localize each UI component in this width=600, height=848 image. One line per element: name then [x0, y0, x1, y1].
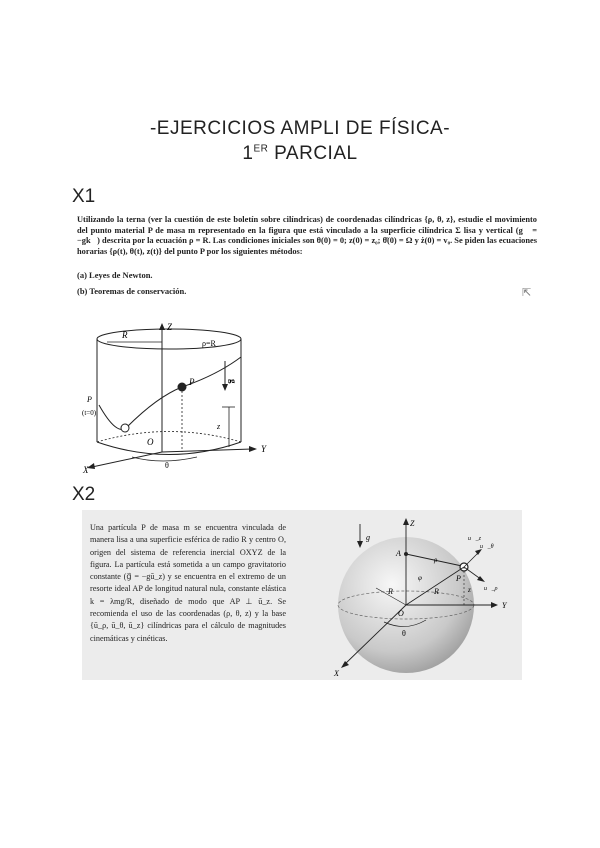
fig1-g-label: g	[228, 379, 238, 384]
exercise-2-statement: Una partícula P de masa m se encuentra vinculada de manera lisa a una superficie esférica de radio R y centro O, origen del sistema de referencia inercial OXYZ de la figura. La partícula está sometida a un campo gravitatorio constante (g⃗ = −gū_z) y se encuentra en el extremo de un resorte ideal AP de longitud natural nula, constante elástica k = λmg/R, diseñado de modo que AP ⊥ ū_z. Se recomienda el uso de las coordenadas (ρ, θ, z) y la base {ū_ρ, ū_θ, ū_z} cilíndricas para el cálculo de magnitudes cinemáticas y cinéticas.	[90, 523, 286, 643]
subtitle-rest: PARCIAL	[268, 143, 358, 164]
fig1-x-label: X	[83, 465, 89, 475]
exercise-2-heading: X2	[72, 484, 96, 505]
fig2-a-label: A	[396, 549, 401, 558]
document-subtitle	[0, 143, 600, 165]
fig2-urho-label: u⃗_ρ	[484, 586, 498, 592]
fig2-x-label: X	[334, 669, 339, 678]
exercise-2-figure	[294, 510, 522, 680]
fig1-y-label: Y	[261, 444, 267, 454]
fig2-rho-label: ρ	[434, 556, 438, 564]
fig1-rho-label: ρ=R	[202, 339, 216, 348]
fig1-p0-label: P	[87, 395, 92, 404]
item-b: (b) Teoremas de conservación.	[77, 286, 187, 296]
fig2-zc-label: z	[468, 586, 471, 594]
fig1-theta-label: θ	[165, 461, 169, 470]
fig2-theta-label: θ	[402, 629, 406, 638]
fig2-z-label: Z	[410, 519, 415, 528]
fig2-p-label: P	[456, 574, 461, 583]
fig1-r-label: R	[122, 330, 128, 340]
fig1-z-label: Z	[167, 322, 173, 332]
exercise-1-text: Utilizando la terna (ver la cuestión de este boletín sobre cilíndricas) de coordenadas cilíndricas {ρ, θ, z}, estudie el movimiento del punto material P de masa m representado en la figura que está vinculado a la superficie cilíndrica Σ lisa y vertical (g⃗ = −gk⃗) descrita por la ecuación ρ = R. Las condiciones iniciales son θ(0) = 0; z(0) = z₀; θ̇(0) = Ω y ż(0) = v₀. Se piden las ecuaciones horarias {ρ(t), θ(t), z(t)} del punto P por los siguientes métodos:	[77, 215, 537, 256]
exercise-1-statement	[77, 215, 537, 257]
fig1-p-label: P	[189, 377, 195, 387]
exercise-1-heading: X1	[72, 186, 96, 207]
subtitle-superscript: ER	[253, 143, 269, 155]
fig2-ur-label: u⃗_θ	[480, 544, 494, 550]
fig1-t0-label: (t=0)	[82, 409, 97, 417]
fig2-g-label: g	[366, 533, 370, 542]
exercise-1-items	[77, 267, 186, 299]
exercise-1-figure	[77, 317, 277, 477]
fig1-zc-label: z	[217, 422, 221, 431]
exercise-2-panel	[82, 510, 522, 680]
document-title: -EJERCICIOS AMPLI DE FÍSICA-	[149, 118, 451, 139]
fig2-r-label: R	[388, 587, 393, 596]
fig2-y-label: Y	[502, 601, 507, 610]
fig1-o-label: O	[147, 437, 154, 447]
fig2-phi-label: φ	[418, 574, 422, 582]
fig2-o-label: O	[398, 609, 404, 618]
subtitle-number: 1	[242, 143, 254, 164]
cursor-icon: ⇱	[522, 287, 532, 299]
item-a: (a) Leyes de Newton.	[77, 270, 153, 280]
fig2-rc-label: R	[434, 587, 439, 596]
fig2-uz-label: u⃗_z	[468, 536, 482, 542]
